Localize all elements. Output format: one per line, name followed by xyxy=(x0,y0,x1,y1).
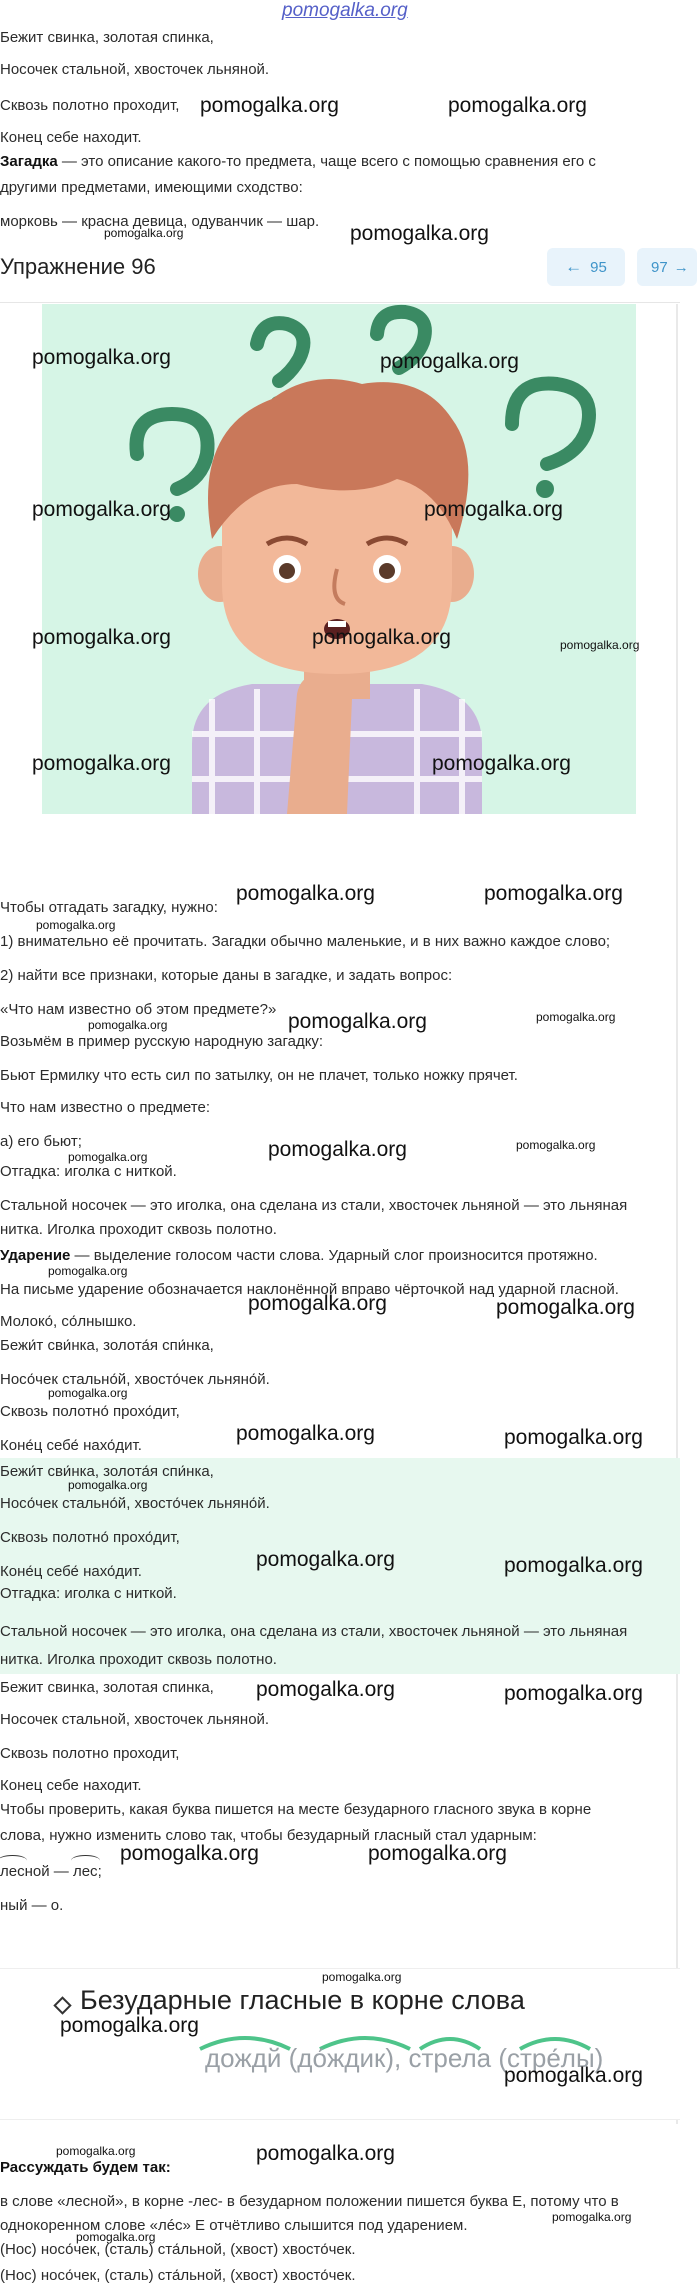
watermark: pomogalka.org xyxy=(88,1018,168,1032)
watermark: pomogalka.org xyxy=(552,2210,632,2224)
repeat-line-3: Сквозь полотно проходит, xyxy=(0,1745,180,1762)
watermark: pomogalka.org xyxy=(56,2144,136,2158)
rule-line-a: Чтобы проверить, какая буква пишется на месте безударного гласного звука в корне xyxy=(0,1801,592,1818)
stressed-line-4: Коне́ц себе́ нахо́дит. xyxy=(0,1437,142,1454)
reason-text-1: в слове «лесной», в корне -лес- в безударном положении пишется буква Е, потому что в xyxy=(0,2193,619,2210)
watermark: pomogalka.org xyxy=(504,1682,643,1705)
watermark: pomogalka.org xyxy=(448,94,587,117)
riddle-definition-line-2: другими предметами, имеющими сходство: xyxy=(0,179,303,196)
watermark: pomogalka.org xyxy=(256,1548,395,1571)
watermark: pomogalka.org xyxy=(504,1426,643,1449)
watermark: pomogalka.org xyxy=(288,1010,427,1033)
body-p2: 1) внимательно её прочитать. Загадки обычно маленькие, и в них важно каждое слово; xyxy=(0,933,611,950)
body-p5: Возьмём в пример русскую народную загадку: xyxy=(0,1033,324,1050)
site-logo[interactable]: pomogalka.org xyxy=(282,0,408,21)
root-example-end: ; xyxy=(97,1863,102,1880)
banner-title: Безударные гласные в корне слова xyxy=(80,1985,525,2015)
body-p13: Молоко́, со́лнышко. xyxy=(0,1313,137,1330)
header-divider xyxy=(0,302,680,303)
root-arc-2: лес xyxy=(72,1863,98,1880)
highlight-line-3: Сквозь полотно́ прохо́дит, xyxy=(0,1529,180,1546)
watermark: pomogalka.org xyxy=(36,918,116,932)
watermark: pomogalka.org xyxy=(120,1842,259,1865)
watermark: pomogalka.org xyxy=(380,350,519,373)
highlight-line-5: Отгадка: иголка с ниткой. xyxy=(0,1585,177,1602)
watermark: pomogalka.org xyxy=(200,94,339,117)
watermark: pomogalka.org xyxy=(560,638,640,652)
prev-exercise-label: 95 xyxy=(590,258,607,276)
riddle-definition xyxy=(0,152,680,172)
stress-definition xyxy=(0,1246,680,1266)
body-p10b: нитка. Иголка проходит сквозь полотно. xyxy=(0,1221,277,1238)
watermark: pomogalka.org xyxy=(32,626,171,649)
rule-line-b: слова, нужно изменить слово так, чтобы безударный гласный стал ударным: xyxy=(0,1827,537,1844)
body-p8: а) его бьют; xyxy=(0,1133,82,1150)
intro-line-1: Бежит свинка, золотая спинка, xyxy=(0,29,214,46)
body-p3: 2) найти все признаки, которые даны в загадке, и задать вопрос: xyxy=(0,967,453,984)
watermark: pomogalka.org xyxy=(68,1478,148,1492)
watermark: pomogalka.org xyxy=(256,2142,395,2165)
body-p7: Что нам известно о предмете: xyxy=(0,1099,210,1116)
watermark: pomogalka.org xyxy=(68,1150,148,1164)
watermark: pomogalka.org xyxy=(76,2230,156,2244)
thinking-boy-illustration xyxy=(42,304,636,814)
unstressed-vowels-banner xyxy=(0,1968,680,2120)
root-arc-1: лес xyxy=(0,1863,25,1880)
watermark: pomogalka.org xyxy=(60,2014,199,2037)
watermark: pomogalka.org xyxy=(368,1842,507,1865)
reason-heading: Рассуждать будем так: xyxy=(0,2159,171,2176)
stressed-line-2: Носо́чек стально́й, хвосто́чек льняно́й. xyxy=(0,1371,270,1388)
intro-line-4: Конец себе находит. xyxy=(0,129,142,146)
watermark: pomogalka.org xyxy=(504,2064,643,2087)
watermark: pomogalka.org xyxy=(350,222,489,245)
watermark: pomogalka.org xyxy=(248,1292,387,1315)
next-exercise-label: 97 xyxy=(651,258,668,276)
watermark: pomogalka.org xyxy=(236,882,375,905)
watermark: pomogalka.org xyxy=(536,1010,616,1024)
watermark: pomogalka.org xyxy=(256,1678,395,1701)
watermark: pomogalka.org xyxy=(268,1138,407,1161)
root-example xyxy=(0,1862,680,1882)
riddle-term: Загадка xyxy=(0,153,58,170)
body-p12: На письме ударение обозначается наклонённой вправо чёрточкой над ударной гласной. xyxy=(0,1281,619,1298)
highlight-line-6a: Стальной носочек — это иголка, она сделана из стали, хвосточек льняной — это льняная xyxy=(0,1623,628,1640)
root-check-2: (Нос) носо́чек, (сталь) ста́льной, (хвост) хвосто́чек. xyxy=(0,2267,356,2284)
arrow-right-icon: → xyxy=(673,258,689,276)
riddle-example: морковь — красна девица, одуванчик — шар. xyxy=(0,213,320,230)
watermark: pomogalka.org xyxy=(504,1554,643,1577)
stress-definition-text: — выделение голосом части слова. Ударный слог произносится протяжно. xyxy=(70,1247,598,1264)
watermark: pomogalka.org xyxy=(32,498,171,521)
repeat-line-1: Бежит свинка, золотая спинка, xyxy=(0,1679,214,1696)
root-example-tail: ный — о. xyxy=(0,1897,64,1914)
watermark: pomogalka.org xyxy=(236,1422,375,1445)
highlight-line-2: Носо́чек стально́й, хвосто́чек льняно́й. xyxy=(0,1495,270,1512)
watermark: pomogalka.org xyxy=(516,1138,596,1152)
watermark: pomogalka.org xyxy=(312,626,451,649)
prev-exercise-button[interactable] xyxy=(547,248,625,286)
repeat-line-4: Конец себе находит. xyxy=(0,1777,142,1794)
watermark: pomogalka.org xyxy=(322,1970,402,1984)
boy-svg xyxy=(42,304,636,814)
body-p4: «Что нам известно об этом предмете?» xyxy=(0,1001,277,1018)
watermark: pomogalka.org xyxy=(432,752,571,775)
arrow-left-icon: ← xyxy=(565,257,583,276)
watermark: pomogalka.org xyxy=(424,498,563,521)
intro-line-2: Носочек стальной, хвосточек льняной. xyxy=(0,61,270,78)
highlight-line-1: Бежи́т сви́нка, золота́я спи́нка, xyxy=(0,1463,214,1480)
reason-text-2: однокоренном слове «лéс» Е отчётливо слышится под ударением. xyxy=(0,2217,468,2234)
body-p1: Чтобы отгадать загадку, нужно: xyxy=(0,899,218,916)
intro-line-3: Сквозь полотно проходит, xyxy=(0,97,180,114)
watermark: pomogalka.org xyxy=(484,882,623,905)
repeat-line-2: Носочек стальной, хвосточек льняной. xyxy=(0,1711,270,1728)
stress-term: Ударение xyxy=(0,1247,71,1264)
banner-example: дождй (до́ждик), стрела (стре́лы) xyxy=(205,2043,604,2073)
root-check-1: (Нос) носо́чек, (сталь) ста́льной, (хвост) хвосто́чек. xyxy=(0,2241,356,2258)
watermark: pomogalka.org xyxy=(48,1386,128,1400)
riddle-definition-text: — это описание какого-то предмета, чаще всего с помощью сравнения его с xyxy=(57,153,596,170)
exercise-title: Упражнение 96 xyxy=(0,254,156,279)
body-p6: Бьют Ермилку что есть сил по затылку, он не плачет, только ножку прячет. xyxy=(0,1067,518,1084)
root-example-suffix: ной — xyxy=(24,1863,73,1880)
highlight-line-6b: нитка. Иголка проходит сквозь полотно. xyxy=(0,1651,277,1668)
body-p9: Отгадка: иголка с ниткой. xyxy=(0,1163,177,1180)
watermark: pomogalka.org xyxy=(104,226,184,240)
highlight-line-4: Коне́ц себе́ нахо́дит. xyxy=(0,1563,142,1580)
watermark: pomogalka.org xyxy=(32,346,171,369)
watermark: pomogalka.org xyxy=(32,752,171,775)
stressed-line-3: Сквозь полотно́ прохо́дит, xyxy=(0,1403,180,1420)
watermark: pomogalka.org xyxy=(496,1296,635,1319)
body-p10a: Стальной носочек — это иголка, она сделана из стали, хвосточек льняной — это льняная xyxy=(0,1197,628,1214)
stressed-line-1: Бежи́т сви́нка, золота́я спи́нка, xyxy=(0,1337,214,1354)
next-exercise-button[interactable] xyxy=(637,248,697,286)
watermark: pomogalka.org xyxy=(48,1264,128,1278)
